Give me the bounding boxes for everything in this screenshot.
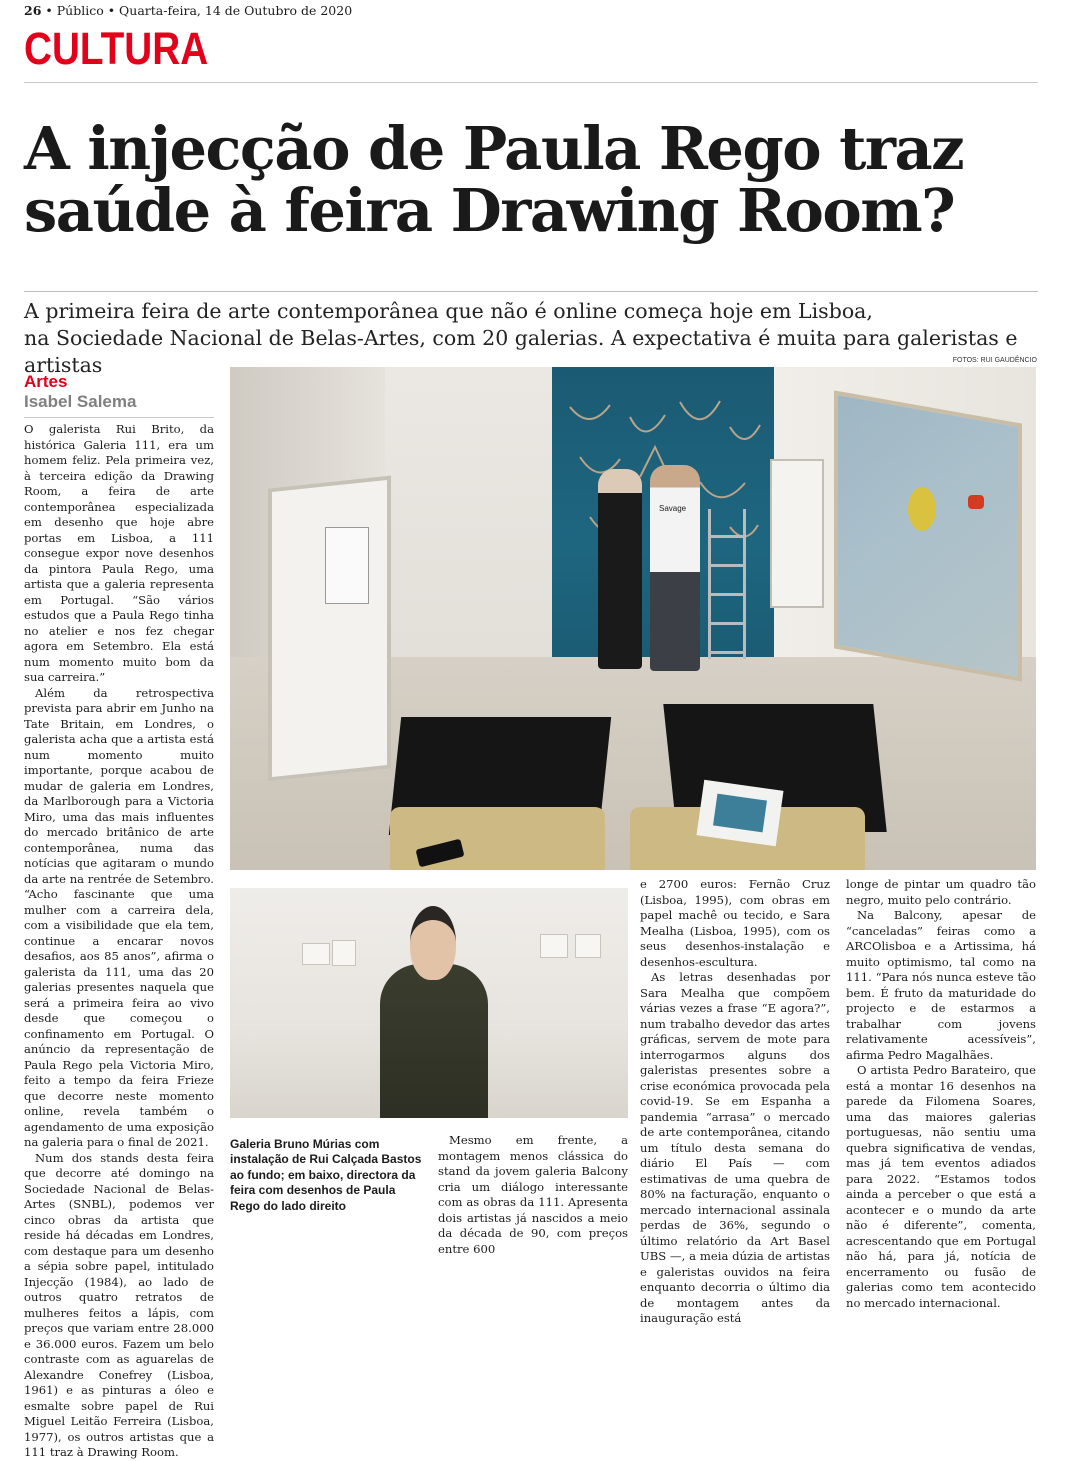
- column-5-paragraph-3: O artista Pedro Barateiro, que está a montar 16 desenhos na parede da Filomena Soares, uma das maiores galerias portuguesas, não sentiu uma quebra significativa de vendas, mas já tem eventos adiados para 2022. “Estamos todos ainda a perceber o que está a acontecer e o mundo da arte não é diferente”, comenta, acrescentando que em Portugal não há, para já, notícia de encerramento ou fusão de galerias como tem acontecido no mercado internacional.: [846, 1063, 1036, 1310]
- column-1-paragraph-2: Além da retrospectiva prevista para abrir em Junho na Tate Britain, em Londres, o galerista acha que a artista está num momento muito importante, porque acabou de mudar de galeria em Londres, da Marlborough para a Victoria Miro, uma das mais influentes do mercado britânico de arte contemporânea, numa das notícias que agitaram o mundo da arte na rentrée de Setembro. “Acho fascinante que uma mulher com a carreira dela, com a visibilidade que ela tem, continue a encarar novos desafios, aos 85 anos”, afirma o galerista da 111, uma das 20 galerias presentes naquela que será a primeira feira ao vivo desde que começou o confinamento em Portugal. O anúncio da representação de Paula Rego pela Victoria Miro, feito a tempo da feira Frieze que decorre neste momento online, revela também o agendamento de uma exposição na galeria para o final de 2021.: [24, 685, 214, 1149]
- headline: A injecção de Paula Rego traz saúde à feira Drawing Room?: [24, 114, 964, 245]
- portrait-woman-head: [410, 906, 456, 980]
- article-column-1: [24, 422, 214, 1461]
- portrait-wall-drawing-4: [575, 934, 601, 958]
- section-label: CULTURA: [24, 23, 209, 74]
- article-column-4: [640, 877, 830, 1327]
- column-4-paragraph-1: e 2700 euros: Fernão Cruz (Lisboa, 1995), com obras em papel machê ou tecido, e Sara Mealha (Lisboa, 1995), com os seus desenhos-instalação e desenhos-escultura.: [640, 877, 830, 969]
- column-3-paragraph-1: Mesmo em frente, a montagem menos clássica do stand da jovem galeria Balcony cria um diálogo interessante com as obras da 111. Apresenta dois artistas já nascidos a meio da década de 90, com preços entre 600: [438, 1133, 628, 1256]
- deck-line-2: na Sociedade Nacional de Belas-Artes, com 20 galerias. A expectativa é muita para galeristas e artistas: [24, 326, 1018, 377]
- photo-frame-left: [268, 476, 391, 782]
- portrait-wall-drawing-2: [332, 940, 356, 966]
- photo-painting-yellow-shape: [908, 487, 936, 531]
- headline-divider: [24, 291, 1038, 292]
- photo-ladder: [708, 509, 746, 659]
- deck-line-1: A primeira feira de arte contemporânea que não é online começa hoje em Lisboa,: [24, 299, 873, 323]
- byline-tag: Artes: [24, 372, 68, 391]
- photo-frame-left-inner: [325, 527, 369, 604]
- article-column-5: [846, 877, 1036, 1311]
- page-folio: [24, 3, 352, 18]
- byline-divider: [24, 417, 214, 418]
- article-column-3: [438, 1133, 628, 1257]
- portrait-photo: [230, 888, 628, 1118]
- column-1-paragraph-1: O galerista Rui Brito, da histórica Galeria 111, era um homem feliz. Pela primeira vez, à terceira edição da Drawing Room, a feira de arte contemporânea especializada em desenho que hoje abre portas em Lisboa, a 111 consegue expor nove desenhos da pintora Paula Rego, uma artista que a galeria representa em Portugal. “São vários estudos que a Paula Rego tinha no atelier e nos fez chegar agora em Setembro. Ela está num momento muito bom da sua carreira.”: [24, 422, 214, 684]
- photo-person-white-shirt: [650, 465, 700, 671]
- page-number: 26: [24, 3, 42, 18]
- portrait-wall-drawing-1: [302, 943, 330, 965]
- column-1-paragraph-3: Num dos stands desta feira que decorre até domingo na Sociedade Nacional de Belas-Artes (SNBL), podemos ver cinco obras da artista que reside há décadas em Londres, com destaque para um desenho a sépia sobre papel, intitulado Injecção (1984), ao lado de outros quatro retratos de mulheres feitos a lápis, com preços que variam entre 28.000 e 36.000 euros. Fazem um belo contraste com as aguarelas de Alexandre Conefrey (Lisboa, 1961) e as pinturas a óleo e esmalte sobre papel de Rui Miguel Leitão Ferreira (Lisboa, 1977), os outros artistas que a 111 traz à Drawing Room.: [24, 1150, 214, 1459]
- portrait-wall-drawing-3: [540, 934, 568, 958]
- column-4-paragraph-2: As letras desenhadas por Sara Mealha que compõem várias vezes a frase “E agora?”, num trabalho devedor das artes gráficas, servem de mote para interrogarmos alguns dos galeristas presentes sobre a crise económica provocada pela covid-19. Se em Espanha a pandemia “arrasa” o mercado de arte contemporânea, citando um título desta semana do diário El País — com estimativas de uma quebra de 80% na facturação, enquanto o mercado internacional assinala perdas de 36%, segundo o último relatório da Art Basel UBS —, a meia dúzia de artistas e galeristas ouvidos na feira enquanto decorria o último dia de montagem antes da inauguração está: [640, 970, 830, 1325]
- portrait-woman-body: [380, 964, 488, 1118]
- folio-text: • Público • Quarta-feira, 14 de Outubro de 2020: [45, 3, 353, 18]
- section-divider: [24, 82, 1038, 83]
- tshirt-text: Savage: [659, 504, 687, 513]
- photo-caption: Galeria Bruno Múrias com instalação de Rui Calçada Bastos ao fundo; em baixo, directora da feira com desenhos de Paula Rego do lado direito: [230, 1137, 422, 1213]
- column-5-paragraph-1: longe de pintar um quadro tão negro, muito pelo contrário.: [846, 877, 1036, 907]
- byline-author: Isabel Salema: [24, 392, 137, 411]
- main-photo: [230, 367, 1036, 870]
- photo-paper-blue: [713, 794, 767, 833]
- column-5-paragraph-2: Na Balcony, apesar de “canceladas” feiras como a ARCOlisboa e a Artissima, há muito optimismo, tal como na 111. “Para nós nunca esteve tão bem. É fruto da maturidade do projecto e de estarmos a trabalhar com jovens relativamente acessíveis”, afirma Pedro Magalhães.: [846, 908, 1036, 1062]
- photo-painting: [834, 390, 1022, 681]
- photo-person-dark: [598, 469, 642, 669]
- photo-credit: FOTOS: RUI GAUDÊNCIO: [952, 357, 1037, 364]
- photo-painting-red-shape: [968, 495, 984, 509]
- photo-frame-right: [770, 459, 824, 608]
